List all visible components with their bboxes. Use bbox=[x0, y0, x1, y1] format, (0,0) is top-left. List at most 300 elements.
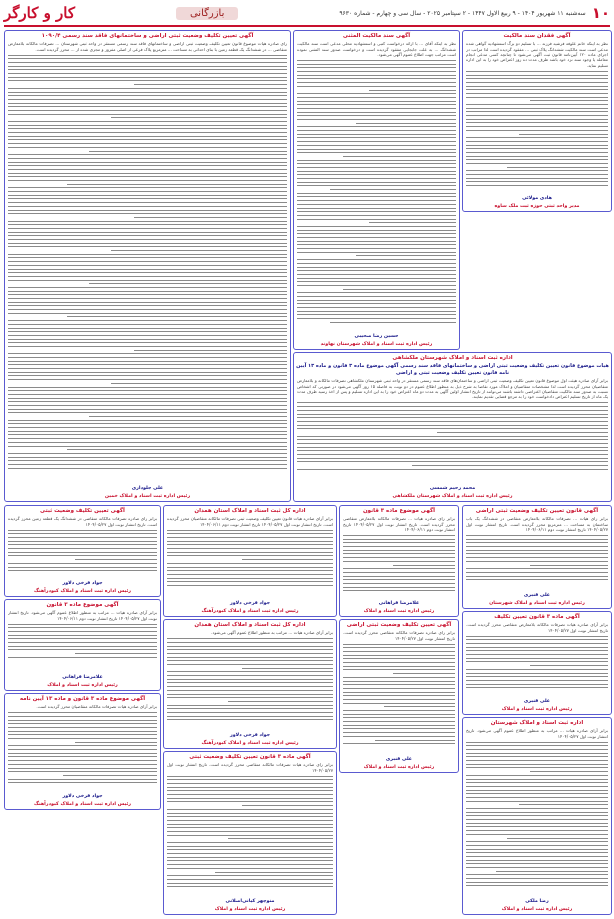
text-line bbox=[343, 743, 455, 744]
notice-body: برابر آرای صادره هیات قانون تعیین تکلیف وضعیت ثبتی تصرفات مالکانه متقاضیان محرز گردیده است. تاریخ انتشار نوبت اول ۱۴۰۴/۰۵/۲۷ تاریخ انتشار نوبت دوم ۱۴۰۴/۰۶/۱۱ bbox=[167, 516, 333, 527]
text-line bbox=[297, 281, 456, 282]
text-line bbox=[297, 112, 456, 113]
text-line bbox=[343, 725, 455, 726]
text-line bbox=[343, 695, 455, 696]
text-line bbox=[167, 690, 333, 691]
text-line bbox=[8, 66, 287, 67]
text-line bbox=[466, 93, 608, 94]
text-line bbox=[8, 552, 157, 553]
text-line bbox=[466, 553, 608, 554]
text-line bbox=[466, 152, 608, 153]
text-line bbox=[8, 106, 287, 107]
text-line bbox=[343, 655, 455, 656]
text-line bbox=[8, 143, 287, 144]
notice-b6 bbox=[339, 505, 459, 617]
text-line bbox=[466, 797, 608, 798]
notice-b9 bbox=[4, 599, 161, 691]
text-line bbox=[343, 579, 455, 580]
text-line bbox=[167, 864, 333, 865]
text-line bbox=[8, 716, 157, 717]
text-line bbox=[297, 93, 456, 94]
text-line bbox=[343, 728, 455, 729]
text-line bbox=[8, 460, 287, 461]
text-line bbox=[167, 675, 333, 676]
text-line bbox=[466, 647, 608, 648]
text-line bbox=[297, 402, 608, 403]
body-text-lines bbox=[167, 527, 333, 599]
text-line bbox=[167, 790, 333, 791]
text-line bbox=[297, 145, 456, 146]
text-line bbox=[466, 841, 608, 842]
text-line bbox=[466, 742, 608, 743]
text-line bbox=[8, 176, 287, 177]
text-line bbox=[466, 852, 608, 853]
text-line bbox=[8, 760, 157, 761]
text-line bbox=[8, 313, 287, 314]
text-line bbox=[343, 561, 455, 562]
header-rule bbox=[4, 25, 610, 27]
text-line bbox=[343, 542, 455, 543]
text-line bbox=[8, 269, 287, 270]
text-line bbox=[167, 809, 333, 810]
text-line bbox=[466, 643, 608, 644]
notice-signatory: علی قنبری bbox=[385, 757, 413, 762]
text-line bbox=[111, 383, 287, 384]
text-line bbox=[8, 272, 287, 273]
text-line bbox=[8, 567, 157, 568]
text-line bbox=[297, 104, 456, 105]
text-line bbox=[466, 104, 608, 105]
text-line bbox=[297, 211, 456, 212]
text-line bbox=[297, 130, 456, 131]
text-line bbox=[8, 723, 157, 724]
text-line bbox=[466, 753, 608, 754]
text-line bbox=[8, 712, 157, 713]
notice-office: رئیس اداره ثبت اسناد و املاک شهرستان ملکشاهی bbox=[392, 494, 513, 499]
text-line bbox=[466, 808, 608, 809]
text-line bbox=[297, 285, 456, 286]
text-line bbox=[8, 154, 287, 155]
notice-signatory: رضا ملکی bbox=[525, 899, 549, 904]
text-line bbox=[466, 687, 608, 688]
text-line bbox=[466, 819, 608, 820]
text-line bbox=[466, 75, 608, 76]
text-line bbox=[297, 296, 456, 297]
text-line bbox=[297, 259, 456, 260]
notice-office: رئیس اداره ثبت اسناد و املاک bbox=[214, 907, 286, 912]
text-line bbox=[167, 574, 333, 575]
text-line bbox=[167, 886, 333, 887]
notice-b7 bbox=[163, 505, 337, 617]
text-line bbox=[8, 756, 157, 757]
text-line bbox=[134, 350, 287, 351]
text-line bbox=[297, 425, 608, 426]
text-line bbox=[8, 530, 157, 531]
body-text-lines bbox=[8, 710, 157, 792]
text-line bbox=[134, 217, 287, 218]
text-line bbox=[297, 86, 456, 87]
text-line bbox=[8, 394, 287, 395]
text-line bbox=[297, 75, 456, 76]
text-line bbox=[167, 657, 333, 658]
notice-title: آگهی ماده ۳ قانون تعیین تکلیف bbox=[494, 614, 580, 620]
text-line bbox=[67, 184, 287, 185]
page-number: ۱۰ bbox=[591, 4, 610, 22]
text-line bbox=[466, 684, 608, 685]
body-text-lines bbox=[8, 527, 157, 579]
text-line bbox=[330, 189, 456, 190]
text-line bbox=[297, 267, 456, 268]
text-line bbox=[297, 233, 456, 234]
text-line bbox=[343, 703, 455, 704]
text-line bbox=[167, 585, 333, 586]
text-line bbox=[89, 151, 287, 152]
text-line bbox=[8, 555, 157, 556]
text-line bbox=[167, 679, 333, 680]
notice-office: رئیس اداره ثبت اسناد و املاک bbox=[501, 707, 573, 712]
body-text-lines bbox=[8, 52, 287, 484]
text-line bbox=[466, 882, 608, 883]
text-line bbox=[297, 248, 456, 249]
text-line bbox=[8, 771, 157, 772]
notice-body: برابر رای صادره تصرفات مالکانه متقاضی محرز گردیده است. تاریخ انتشار نوبت اول ۱۴۰۴/۰۵/۲۷ bbox=[343, 630, 455, 641]
body-text-lines bbox=[297, 57, 456, 332]
text-line bbox=[215, 872, 333, 873]
notice-body: برابر آرای صادره هیات ... مراتب به منظور اطلاع عموم آگهی می‌شود. bbox=[211, 630, 333, 636]
text-line bbox=[8, 753, 157, 754]
text-line bbox=[8, 375, 287, 376]
notice-body: برابر آرای صادره هیات تصرفات مالکانه متقاضیان محرز گردیده است. bbox=[36, 704, 157, 710]
text-line bbox=[8, 191, 287, 192]
text-line bbox=[343, 587, 455, 588]
text-line bbox=[8, 657, 157, 658]
notice-title: اداره ثبت اسناد و املاک شهرستان ملکشاهی bbox=[392, 355, 513, 361]
text-line bbox=[167, 813, 333, 814]
section-label: بازرگانی bbox=[176, 7, 238, 20]
text-line bbox=[167, 697, 333, 698]
text-line bbox=[8, 298, 287, 299]
text-line bbox=[466, 654, 608, 655]
text-line bbox=[343, 710, 455, 711]
text-line bbox=[297, 421, 608, 422]
page-header bbox=[4, 2, 610, 24]
text-line bbox=[8, 291, 287, 292]
notice-title: اداره کل ثبت اسناد و املاک استان همدان bbox=[194, 508, 306, 514]
text-line bbox=[297, 241, 456, 242]
text-line bbox=[8, 339, 287, 340]
text-line bbox=[167, 664, 333, 665]
text-line bbox=[167, 712, 333, 713]
notice-signatory: علی قنبری bbox=[523, 593, 551, 598]
text-line bbox=[466, 764, 608, 765]
text-line bbox=[8, 173, 287, 174]
notice-body: برابر آرای صادره هیات ... مراتب به منظور اطلاع عموم آگهی می‌شود. تاریخ انتشار نوبت اول ۱۴۰۴/۰۵/۲۷ bbox=[466, 728, 608, 739]
text-line bbox=[8, 745, 157, 746]
notice-signatory: جواد فرخی دلاور bbox=[62, 794, 103, 799]
text-line bbox=[297, 414, 608, 415]
text-line bbox=[466, 885, 608, 886]
text-line bbox=[8, 280, 287, 281]
header-right bbox=[339, 4, 610, 22]
notice-office: رئیس اداره ثبت اسناد و املاک شهرستان نهاوند bbox=[320, 342, 433, 347]
text-line bbox=[8, 372, 287, 373]
text-line bbox=[297, 436, 608, 437]
text-line bbox=[297, 152, 456, 153]
text-line bbox=[466, 181, 608, 182]
text-line bbox=[8, 401, 287, 402]
text-line bbox=[343, 736, 455, 737]
text-line bbox=[297, 230, 456, 231]
text-line bbox=[8, 446, 287, 447]
notice-title: آگهی ماده ۳ قانون تعیین تکلیف وضعیت ثبتی bbox=[189, 754, 311, 760]
text-line bbox=[167, 801, 333, 802]
text-line bbox=[167, 783, 333, 784]
text-line bbox=[343, 692, 455, 693]
text-line bbox=[167, 779, 333, 780]
notice-title: آگهی تعیین تکلیف وضعیت ثبتی bbox=[40, 508, 125, 514]
text-line bbox=[466, 568, 608, 569]
text-line bbox=[297, 237, 456, 238]
text-line bbox=[167, 719, 333, 720]
notice-body: نظر به اینکه آقای ... با ارائه درخواست کتبی و استشهادیه محلی مدعی است سند مالکیت ششدانگ ... به علت جابجایی مفقود گردیده است و درخواست صدور سند المثنی نموده است مراتب جهت اطلاع عموم آگهی می‌شود. bbox=[297, 41, 456, 57]
text-line bbox=[8, 346, 287, 347]
text-line bbox=[8, 731, 157, 732]
text-line bbox=[8, 423, 287, 424]
text-line bbox=[63, 775, 157, 776]
text-line bbox=[343, 647, 455, 648]
text-line bbox=[466, 156, 608, 157]
text-line bbox=[466, 775, 608, 776]
text-line bbox=[297, 119, 456, 120]
text-line bbox=[167, 827, 333, 828]
body-text-lines bbox=[297, 400, 608, 484]
body-text-lines bbox=[466, 739, 608, 897]
text-line bbox=[167, 776, 333, 777]
text-line bbox=[242, 668, 333, 669]
notice-signatory: حسین رضا صحیبی bbox=[354, 334, 399, 339]
text-line bbox=[167, 555, 333, 556]
text-line bbox=[297, 252, 456, 253]
text-line bbox=[167, 694, 333, 695]
text-line bbox=[466, 579, 608, 580]
text-line bbox=[8, 335, 287, 336]
text-line bbox=[8, 782, 157, 783]
text-line bbox=[466, 756, 608, 757]
text-line bbox=[466, 856, 608, 857]
text-line bbox=[8, 210, 287, 211]
text-line bbox=[297, 314, 456, 315]
text-line bbox=[75, 559, 157, 560]
text-line bbox=[8, 95, 287, 96]
notice-office: رئیس اداره ثبت اسناد و املاک کبودرآهنگ bbox=[201, 609, 299, 614]
text-line bbox=[8, 187, 287, 188]
text-line bbox=[134, 84, 287, 85]
notice-office: رئیس اداره ثبت اسناد و املاک bbox=[363, 609, 435, 614]
text-line bbox=[8, 305, 287, 306]
text-line bbox=[8, 331, 287, 332]
text-line bbox=[466, 815, 608, 816]
text-line bbox=[111, 250, 287, 251]
text-line bbox=[8, 132, 287, 133]
text-line bbox=[8, 77, 287, 78]
text-line bbox=[297, 469, 608, 470]
text-line bbox=[8, 541, 157, 542]
text-line bbox=[466, 669, 608, 670]
text-line bbox=[167, 563, 333, 564]
text-line bbox=[8, 73, 287, 74]
text-line bbox=[466, 111, 608, 112]
notice-office: رئیس اداره ثبت اسناد و املاک شهرستان bbox=[489, 601, 585, 606]
text-line bbox=[167, 868, 333, 869]
text-line bbox=[297, 417, 608, 418]
text-line bbox=[343, 553, 455, 554]
text-line bbox=[466, 546, 608, 547]
text-line bbox=[297, 167, 456, 168]
text-line bbox=[343, 669, 455, 670]
text-line bbox=[167, 570, 333, 571]
notice-title: آگهی موضوع ماده ۳ قانون bbox=[46, 602, 119, 608]
text-line bbox=[167, 548, 333, 549]
text-line bbox=[8, 457, 287, 458]
text-line bbox=[297, 307, 456, 308]
text-line bbox=[8, 544, 157, 545]
text-line bbox=[466, 185, 608, 186]
text-line bbox=[297, 300, 456, 301]
text-line bbox=[297, 447, 608, 448]
text-line bbox=[167, 642, 333, 643]
text-line bbox=[466, 745, 608, 746]
text-line bbox=[466, 779, 608, 780]
text-line bbox=[466, 812, 608, 813]
text-line bbox=[343, 732, 455, 733]
text-line bbox=[297, 160, 456, 161]
notice-body: برابر رای صادره هیات تصرفات مالکانه متقاضی محرز گردیده است. تاریخ انتشار نوبت اول ۱۴۰۴/۰۵/۲۷ bbox=[167, 762, 333, 773]
text-line bbox=[466, 801, 608, 802]
text-line bbox=[8, 387, 287, 388]
notice-signatory: جواد فرخی دلاور bbox=[229, 733, 271, 738]
text-line bbox=[167, 705, 333, 706]
text-line bbox=[297, 454, 608, 455]
text-line bbox=[466, 767, 608, 768]
text-line bbox=[466, 159, 608, 160]
notice-signatory: هادی مولائی bbox=[522, 196, 552, 201]
text-line bbox=[8, 453, 287, 454]
text-line bbox=[167, 846, 333, 847]
text-line bbox=[297, 171, 456, 172]
notice-body: برابر رای صادره هیات ... تصرفات مالکانه بلامعارض متقاضی محرز گردیده است. تاریخ انتشار نوبت اول ۱۴۰۴/۰۵/۲۷ تاریخ انتشار نوبت دوم ۱۴۰۴/۰۶/۱۱ bbox=[343, 516, 455, 532]
text-line bbox=[297, 303, 456, 304]
text-line bbox=[343, 644, 455, 645]
text-line bbox=[297, 226, 456, 227]
text-line bbox=[297, 278, 456, 279]
text-line bbox=[8, 195, 287, 196]
text-line bbox=[466, 790, 608, 791]
text-line bbox=[8, 364, 287, 365]
text-line bbox=[167, 816, 333, 817]
body-text-lines bbox=[8, 621, 157, 673]
text-line bbox=[466, 830, 608, 831]
notice-body: نظر به اینکه خانم علوفه فرشید فرزند ... با تسلیم دو برگ استشهادیه گواهی شده مدعی است سند مالکیت ششدانگ پلاک ثبتی ... مفقود گردیده است لذا مراتب در اجرای ماده ۱۲۰ آیین‌نامه قانون ثبت آگهی می‌شود تا چنانچه کسی مدعی انجام معامله یا وجود سند نزد خود باشد ظرف مدت ده روز اعتراض خود را به این اداره تسلیم نماید. bbox=[466, 41, 608, 68]
text-line bbox=[297, 292, 456, 293]
text-line bbox=[8, 368, 287, 369]
text-line bbox=[466, 658, 608, 659]
notice-title: آگهی موضوع ماده ۳ قانون و ماده ۱۳ آیین نامه bbox=[19, 696, 146, 702]
text-line bbox=[343, 651, 455, 652]
text-line bbox=[466, 557, 608, 558]
text-line bbox=[466, 535, 608, 536]
text-line bbox=[8, 405, 287, 406]
text-line bbox=[8, 779, 157, 780]
text-line bbox=[375, 740, 455, 741]
text-line bbox=[75, 653, 157, 654]
text-line bbox=[8, 324, 287, 325]
text-line bbox=[8, 92, 287, 93]
text-line bbox=[8, 635, 157, 636]
notice-title: اداره کل ثبت اسناد و املاک استان همدان bbox=[194, 622, 306, 628]
notice-office: رئیس اداره ثبت اسناد و املاک کبودرآهنگ bbox=[33, 802, 132, 807]
text-line bbox=[297, 311, 456, 312]
text-line bbox=[8, 228, 287, 229]
text-line bbox=[8, 749, 157, 750]
text-line bbox=[343, 688, 455, 689]
text-line bbox=[297, 163, 456, 164]
text-line bbox=[466, 834, 608, 835]
text-line bbox=[507, 838, 608, 839]
text-line bbox=[297, 108, 456, 109]
text-line bbox=[297, 97, 456, 98]
text-line bbox=[8, 62, 287, 63]
text-line bbox=[343, 583, 455, 584]
notice-signatory: غلامرضا فراهانی bbox=[378, 601, 420, 606]
text-line bbox=[167, 653, 333, 654]
text-line bbox=[8, 353, 287, 354]
text-line bbox=[297, 439, 608, 440]
text-line bbox=[8, 125, 287, 126]
notice-b10 bbox=[462, 611, 612, 715]
text-line bbox=[167, 646, 333, 647]
text-line bbox=[466, 539, 608, 540]
notice-b14 bbox=[163, 751, 337, 915]
notice-b1 bbox=[462, 30, 612, 212]
text-line bbox=[297, 458, 608, 459]
text-line bbox=[8, 224, 287, 225]
text-line bbox=[297, 215, 456, 216]
notice-title: آگهی موضوع ماده ۳ قانون bbox=[362, 508, 436, 514]
text-line bbox=[297, 270, 456, 271]
text-line bbox=[297, 193, 456, 194]
text-line bbox=[297, 178, 456, 179]
text-line bbox=[8, 537, 157, 538]
text-line bbox=[466, 639, 608, 640]
text-line bbox=[228, 701, 333, 702]
text-line bbox=[8, 734, 157, 735]
text-line bbox=[530, 565, 608, 566]
text-line bbox=[8, 379, 287, 380]
text-line bbox=[8, 563, 157, 564]
text-line bbox=[297, 60, 456, 61]
text-line bbox=[466, 130, 608, 131]
text-line bbox=[8, 287, 287, 288]
text-line bbox=[8, 548, 157, 549]
text-line bbox=[297, 196, 456, 197]
text-line bbox=[8, 69, 287, 70]
text-line bbox=[8, 320, 287, 321]
text-line bbox=[466, 863, 608, 864]
text-line bbox=[466, 849, 608, 850]
text-line bbox=[297, 182, 456, 183]
text-line bbox=[466, 550, 608, 551]
text-line bbox=[466, 82, 608, 83]
